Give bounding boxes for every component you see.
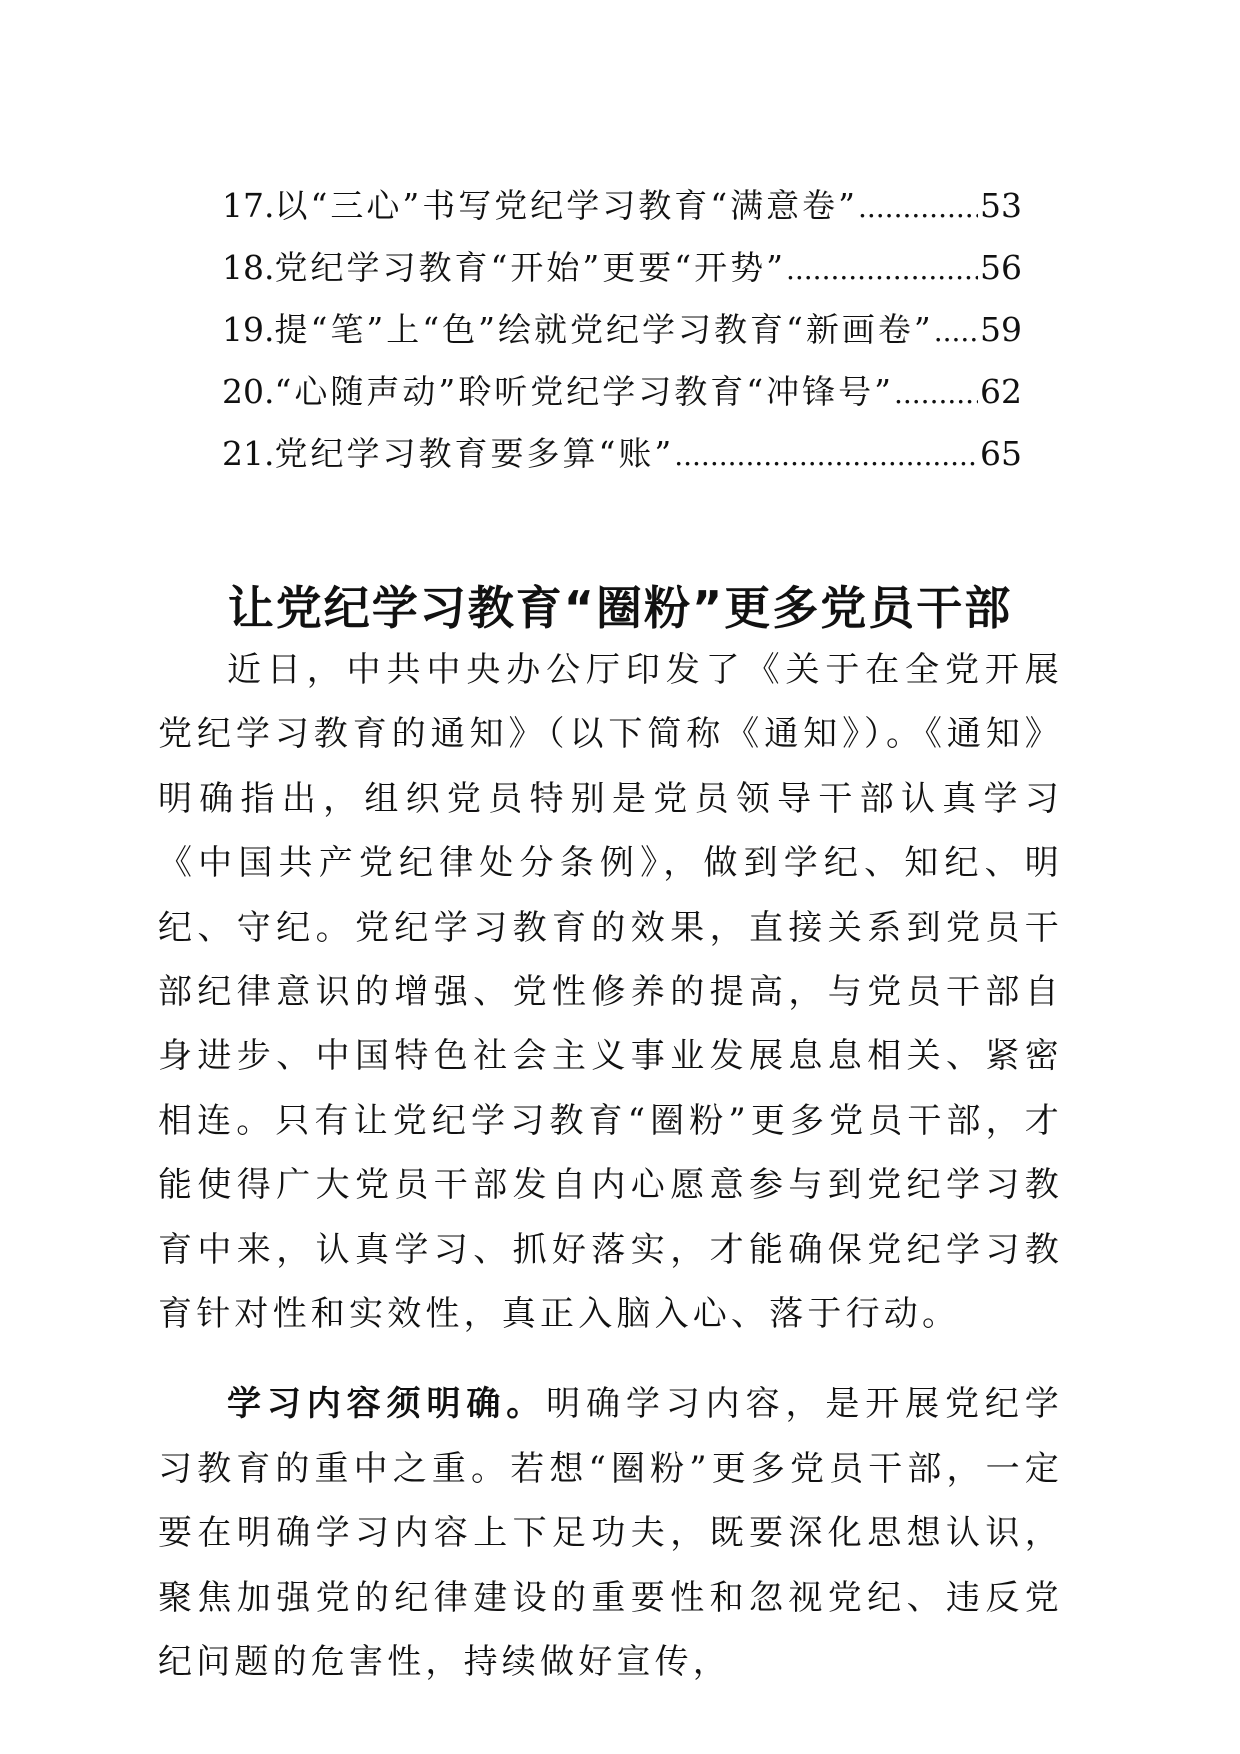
toc-dot-leader <box>786 253 978 286</box>
toc-entry-20[interactable] <box>222 366 1022 428</box>
paragraph-lead-heading: 学习内容须明确。 <box>227 1384 547 1425</box>
toc-entry-number: 18. <box>222 248 275 287</box>
toc-dot-leader <box>674 439 978 472</box>
toc-entry-title: 党纪学习教育要多算“账” <box>274 434 675 473</box>
article-title: 让党纪学习教育“圈粉”更多党员干部 <box>227 581 1013 635</box>
toc-entry-18[interactable] <box>222 242 1022 304</box>
toc-entry-page: 53 <box>980 186 1022 225</box>
toc-entry-title: 以“三心”书写党纪学习教育“满意卷” <box>274 186 858 225</box>
toc-dot-leader <box>858 191 978 224</box>
paragraph-body-text: 明确学习内容，是开展党纪学习教育的重中之重。若想“圈粉”更多党员干部，一定要在明确学习内容上下足功夫，既要深化思想认识，聚焦加强党的纪律建设的重要性和忽视党纪、违反党纪问题的危害性，持续做好宣传， <box>158 1384 1063 1683</box>
toc-entry-number: 19. <box>222 310 275 349</box>
table-of-contents <box>222 180 1022 490</box>
toc-entry-page: 65 <box>980 434 1022 473</box>
toc-entry-21[interactable] <box>222 428 1022 490</box>
toc-entry-17[interactable] <box>222 180 1022 242</box>
paragraph-intro: 近日，中共中央办公厅印发了《关于在全党开展党纪学习教育的通知》（以下简称《通知》）。《通知》明确指出，组织党员特别是党员领导干部认真学习《中国共产党纪律处分条例》，做到学纪、知纪、明纪、守纪。党纪学习教育的效果，直接关系到党员干部纪律意识的增强、党性修养的提高，与党员干部自身进步、中国特色社会主义事业发展息息相关、紧密相连。只有让党纪学习教育“圈粉”更多党员干部，才能使得广大党员干部发自内心愿意参与到党纪学习教育中来，认真学习、抓好落实，才能确保党纪学习教育针对性和实效性，真正入脑入心、落于行动。 <box>158 650 1063 1335</box>
toc-entry-number: 17. <box>222 186 275 225</box>
toc-entry-page: 56 <box>980 248 1022 287</box>
paragraph-learning-content <box>158 1372 1063 1694</box>
toc-dot-leader <box>934 315 978 348</box>
toc-entry-title: 提“笔”上“色”绘就党纪学习教育“新画卷” <box>274 310 934 349</box>
toc-entry-number: 20. <box>222 372 275 411</box>
article-body <box>158 638 1063 1695</box>
toc-entry-number: 21. <box>222 434 275 473</box>
toc-dot-leader <box>894 377 978 410</box>
toc-entry-page: 59 <box>980 310 1022 349</box>
toc-entry-19[interactable] <box>222 304 1022 366</box>
toc-entry-title: 党纪学习教育“开始”更要“开势” <box>274 248 786 287</box>
toc-entry-page: 62 <box>980 372 1022 411</box>
toc-entry-title: “心随声动”聆听党纪学习教育“冲锋号” <box>274 372 894 411</box>
